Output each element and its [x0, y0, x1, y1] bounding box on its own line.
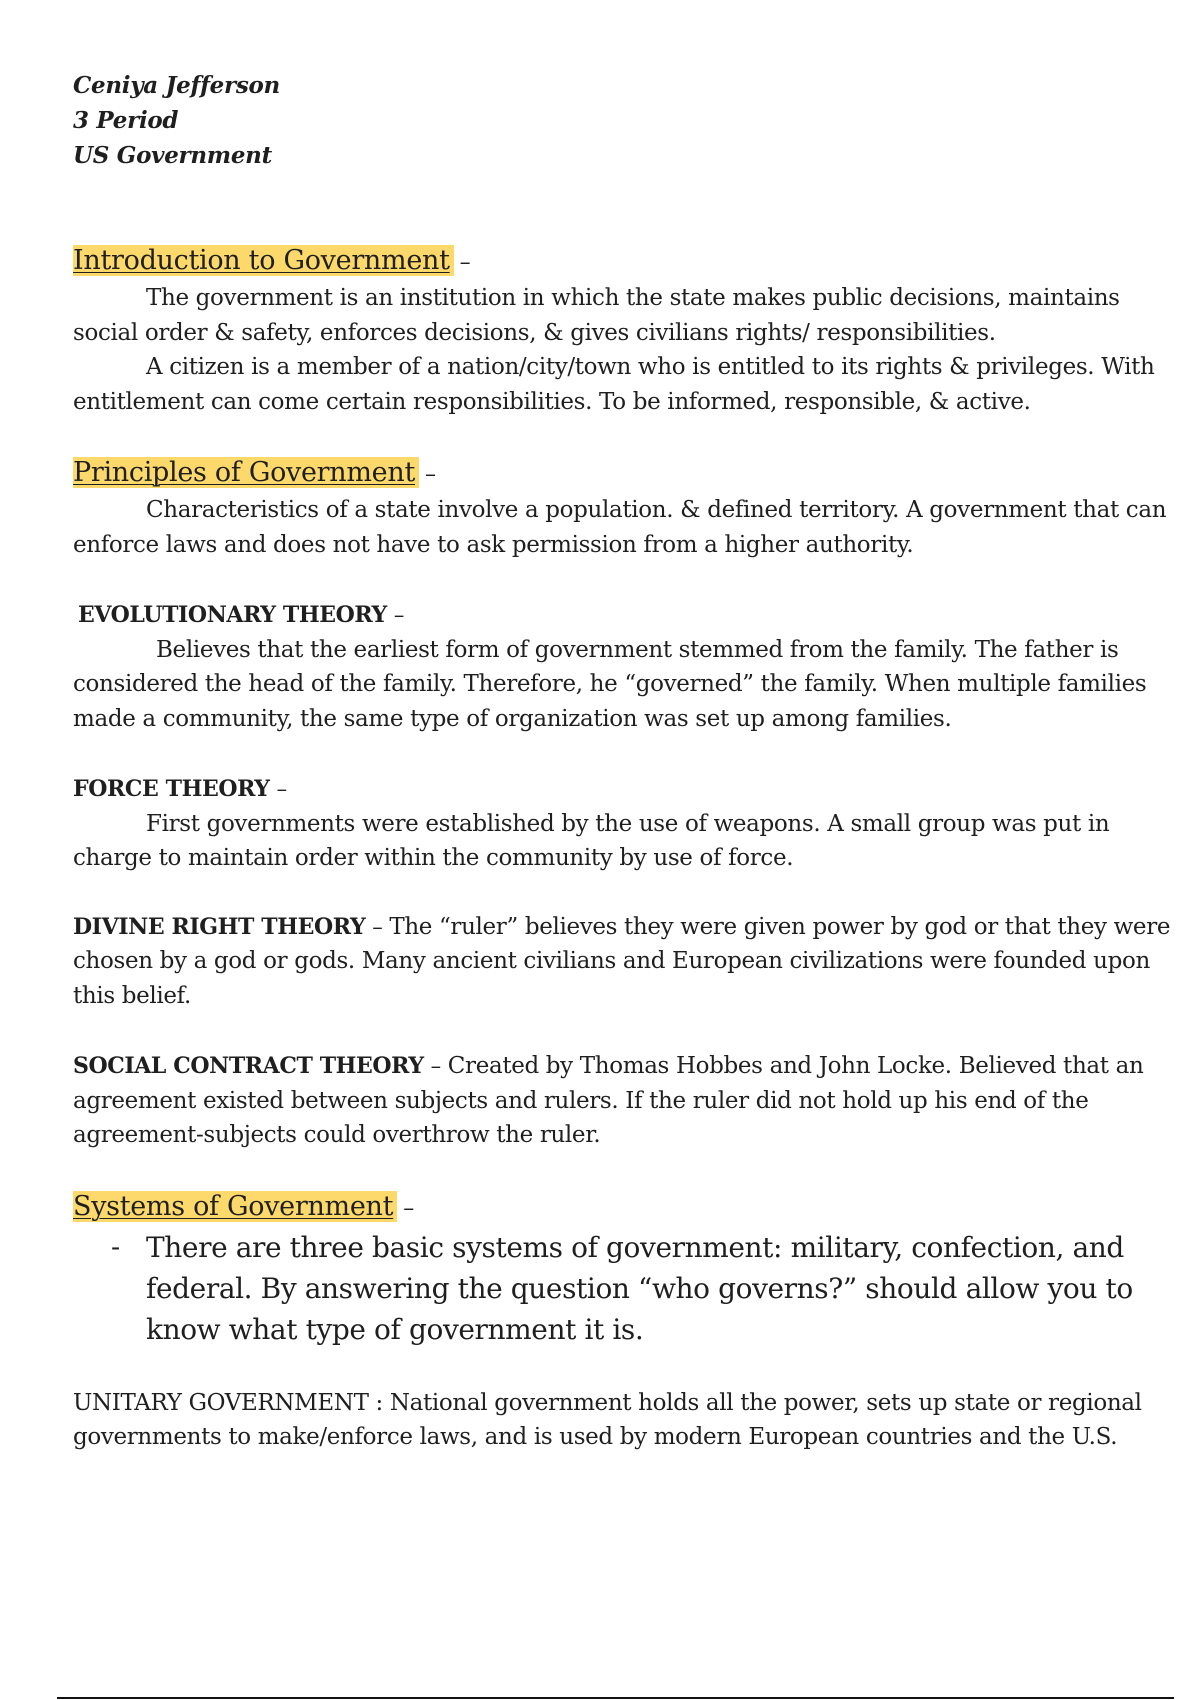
intro-paragraph-1: The government is an institution in which the state makes public decisions, maintains social order & safety, enforces decisions, & gives civilians rights/ responsibilities.: [73, 285, 1120, 346]
principles-heading-dash: –: [425, 462, 436, 487]
principles-heading-line: [73, 455, 1173, 493]
force-title: FORCE THEORY: [73, 776, 270, 802]
force-sep: –: [276, 777, 287, 801]
evolutionary-title: EVOLUTIONARY THEORY: [78, 602, 387, 628]
systems-bullet: [73, 1227, 1173, 1350]
divine-paragraph: [73, 910, 1173, 1014]
force-title-line: [73, 772, 1173, 807]
systems-section: [73, 1189, 1173, 1350]
spacer: [73, 1013, 1173, 1049]
spacer: [73, 562, 1173, 598]
evolutionary-section: [73, 598, 1173, 736]
spacer: [73, 1350, 1173, 1386]
course-name: US Government: [73, 142, 272, 169]
social-title: SOCIAL CONTRACT THEORY: [73, 1053, 424, 1079]
spacer: [73, 419, 1173, 455]
divine-section: [73, 910, 1173, 1014]
student-name: Ceniya Jefferson: [73, 72, 280, 99]
bullet-dash: -: [111, 1231, 121, 1263]
social-text: Created by Thomas Hobbes and John Locke. Believed that an agreement existed between subjects and rulers. If the ruler did not hold up his end of the agreement-subjects could overthrow the ruler.: [73, 1053, 1144, 1148]
page-bottom-rule: [57, 1697, 1174, 1699]
intro-heading-line: [73, 243, 1173, 281]
evolutionary-title-line: [73, 598, 1173, 633]
spacer: [73, 876, 1173, 910]
unitary-paragraph: UNITARY GOVERNMENT : National government holds all the power, sets up state or regional governments to make/enforce laws, and is used by modern European countries and the U.S.: [73, 1389, 1142, 1450]
spacer: [73, 1153, 1173, 1189]
evolutionary-sep: –: [393, 603, 404, 627]
intro-heading: Introduction to Government: [73, 245, 454, 276]
systems-heading-line: [73, 1189, 1173, 1227]
intro-section: [73, 243, 1173, 419]
social-paragraph: [73, 1049, 1173, 1153]
principles-section: [73, 455, 1173, 562]
unitary-section: [73, 1386, 1173, 1455]
force-section: [73, 772, 1173, 876]
principles-heading: Principles of Government: [73, 457, 419, 488]
systems-heading: Systems of Government: [73, 1191, 397, 1222]
divine-text: The “ruler” believes they were given power by god or that they were chosen by a god or gods. Many ancient civilians and European civilizations were founded upon this belief.: [73, 913, 1171, 1009]
spacer: [73, 173, 1173, 243]
intro-paragraph-2: A citizen is a member of a nation/city/town who is entitled to its rights & privileges. With entitlement can come certain responsibilities. To be informed, responsible, & active.: [73, 354, 1155, 415]
systems-heading-dash: –: [403, 1195, 414, 1221]
divine-sep: –: [372, 914, 383, 939]
principles-paragraph: Characteristics of a state involve a population. & defined territory. A government that can enforce laws and does not have to ask permission from a higher authority.: [73, 497, 1167, 558]
spacer: [73, 736, 1173, 772]
social-sep: –: [430, 1054, 441, 1078]
systems-bullet-text: There are three basic systems of government: military, confection, and federal. By answering the question “who governs?” should allow you to know what type of government it is.: [146, 1230, 1133, 1346]
evolutionary-text: Believes that the earliest form of government stemmed from the family. The father is considered the head of the family. Therefore, he “governed” the family. When multiple families made a community, the same type of organization was set up among families.: [73, 636, 1147, 732]
intro-heading-dash: –: [459, 250, 471, 275]
header-block: [73, 68, 1173, 173]
class-period: 3 Period: [73, 107, 179, 134]
force-text: First governments were established by the use of weapons. A small group was put in charge to maintain order within the community by use of force.: [73, 810, 1110, 871]
social-section: [73, 1049, 1173, 1153]
divine-title: DIVINE RIGHT THEORY: [73, 913, 366, 940]
document-page: [73, 68, 1173, 1455]
